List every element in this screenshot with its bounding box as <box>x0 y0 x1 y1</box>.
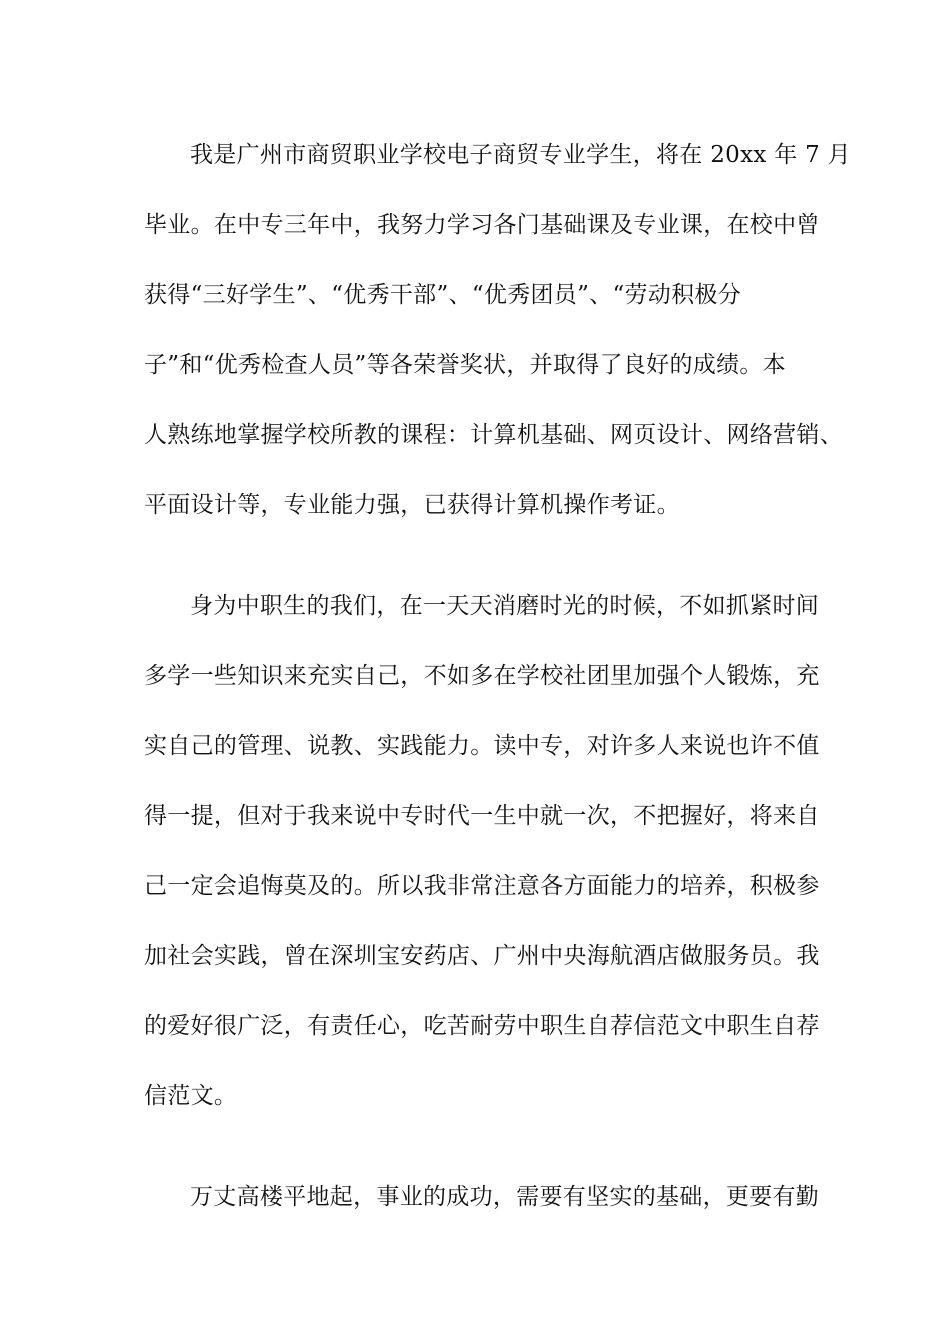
paragraph-1-line-2: 毕业。在中专三年中，我努力学习各门基础课及专业课，在校中曾 <box>144 212 820 238</box>
paragraph-1-line-5: 人熟练地掌握学校所教的课程：计算机基础、网页设计、网络营销、 <box>144 422 843 448</box>
paragraph-1-line-6: 平面设计等，专业能力强，已获得计算机操作考证。 <box>144 492 680 518</box>
paragraph-3-line-1: 万丈高楼平地起，事业的成功，需要有坚实的基础，更要有勤 <box>190 1184 820 1210</box>
paragraph-2-line-8: 信范文。 <box>144 1083 238 1109</box>
paragraph-2-line-6: 加社会实践，曾在深圳宝安药店、广州中央海航酒店做服务员。我 <box>144 943 820 969</box>
paragraph-1-line-1: 我是广州市商贸职业学校电子商贸专业学生，将在 20xx 年 7 月 <box>190 142 851 168</box>
paragraph-2-line-3: 实自己的管理、说教、实践能力。读中专，对许多人来说也许不值 <box>144 733 820 759</box>
paragraph-1-line-3: 获得“三好学生”、“优秀干部”、“优秀团员”、“劳动积极分 <box>144 282 742 308</box>
paragraph-1-line-4: 子”和“优秀检查人员”等各荣誉奖状，并取得了良好的成绩。本 <box>144 352 786 378</box>
paragraph-2-line-1: 身为中职生的我们，在一天天消磨时光的时候，不如抓紧时间 <box>190 593 820 619</box>
paragraph-2-line-7: 的爱好很广泛，有责任心，吃苦耐劳中职生自荐信范文中职生自荐 <box>144 1013 820 1039</box>
paragraph-2-line-4: 得一提，但对于我来说中专时代一生中就一次，不把握好，将来自 <box>144 803 820 829</box>
paragraph-2-line-5: 己一定会追悔莫及的。所以我非常注意各方面能力的培养，积极参 <box>144 873 820 899</box>
paragraph-2-line-2: 多学一些知识来充实自己，不如多在学校社团里加强个人锻炼，充 <box>144 663 820 689</box>
